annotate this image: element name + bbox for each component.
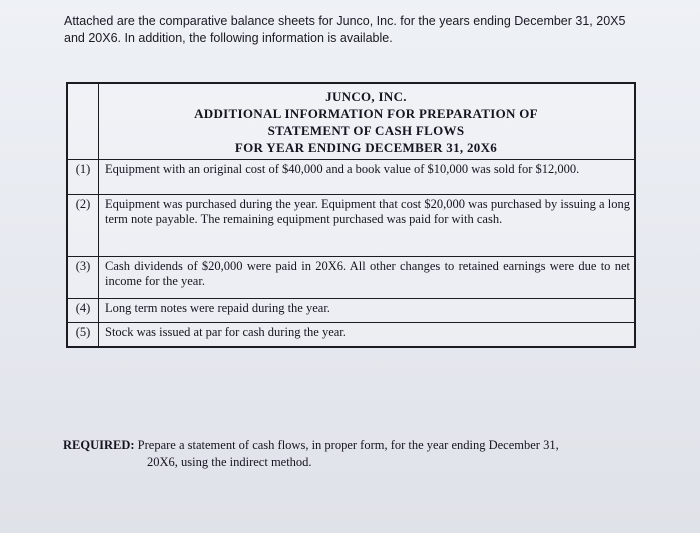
row-number: (4) [75, 301, 91, 315]
additional-information-table [66, 82, 636, 348]
table-row [68, 322, 634, 346]
intro-paragraph [64, 13, 654, 47]
row-text: Equipment was purchased during the year. Equipment that cost $20,000 was purchased by issuing a long term note payable. The remaining equipment purchased was paid for with cash. [105, 197, 630, 226]
row-number: (1) [75, 162, 91, 176]
table-row [68, 298, 634, 322]
table-row [68, 256, 634, 298]
table-title-line-1: ADDITIONAL INFORMATION FOR PREPARATION OF [194, 106, 538, 121]
table-row [68, 159, 634, 194]
table-header [98, 84, 634, 159]
table-title-line-3: FOR YEAR ENDING DECEMBER 31, 20X6 [234, 140, 498, 155]
required-line-1: Prepare a statement of cash flows, in proper form, for the year ending December 31, [137, 438, 559, 452]
row-number: (3) [75, 259, 91, 273]
intro-line-1: Attached are the comparative balance sheets for Junco, Inc. for the years ending December 31, 20X5 [64, 14, 626, 28]
table-row [68, 194, 634, 256]
row-text: Long term notes were repaid during the year. [105, 301, 330, 315]
row-number: (2) [75, 197, 91, 211]
row-text: Stock was issued at par for cash during the year. [105, 325, 346, 339]
intro-line-2: and 20X6. In addition, the following information is available. [64, 31, 393, 45]
table-title-line-2: STATEMENT OF CASH FLOWS [267, 123, 465, 138]
row-text: Equipment with an original cost of $40,000 and a book value of $10,000 was sold for $12,000. [105, 162, 580, 176]
required-label: REQUIRED: [63, 438, 135, 452]
row-text: Cash dividends of $20,000 were paid in 20X6. All other changes to retained earnings were due to net income for the year. [105, 259, 630, 288]
company-name: JUNCO, INC. [325, 89, 407, 104]
required-instruction [63, 437, 653, 471]
row-number: (5) [75, 325, 91, 339]
required-line-2: 20X6, using the indirect method. [147, 455, 312, 469]
